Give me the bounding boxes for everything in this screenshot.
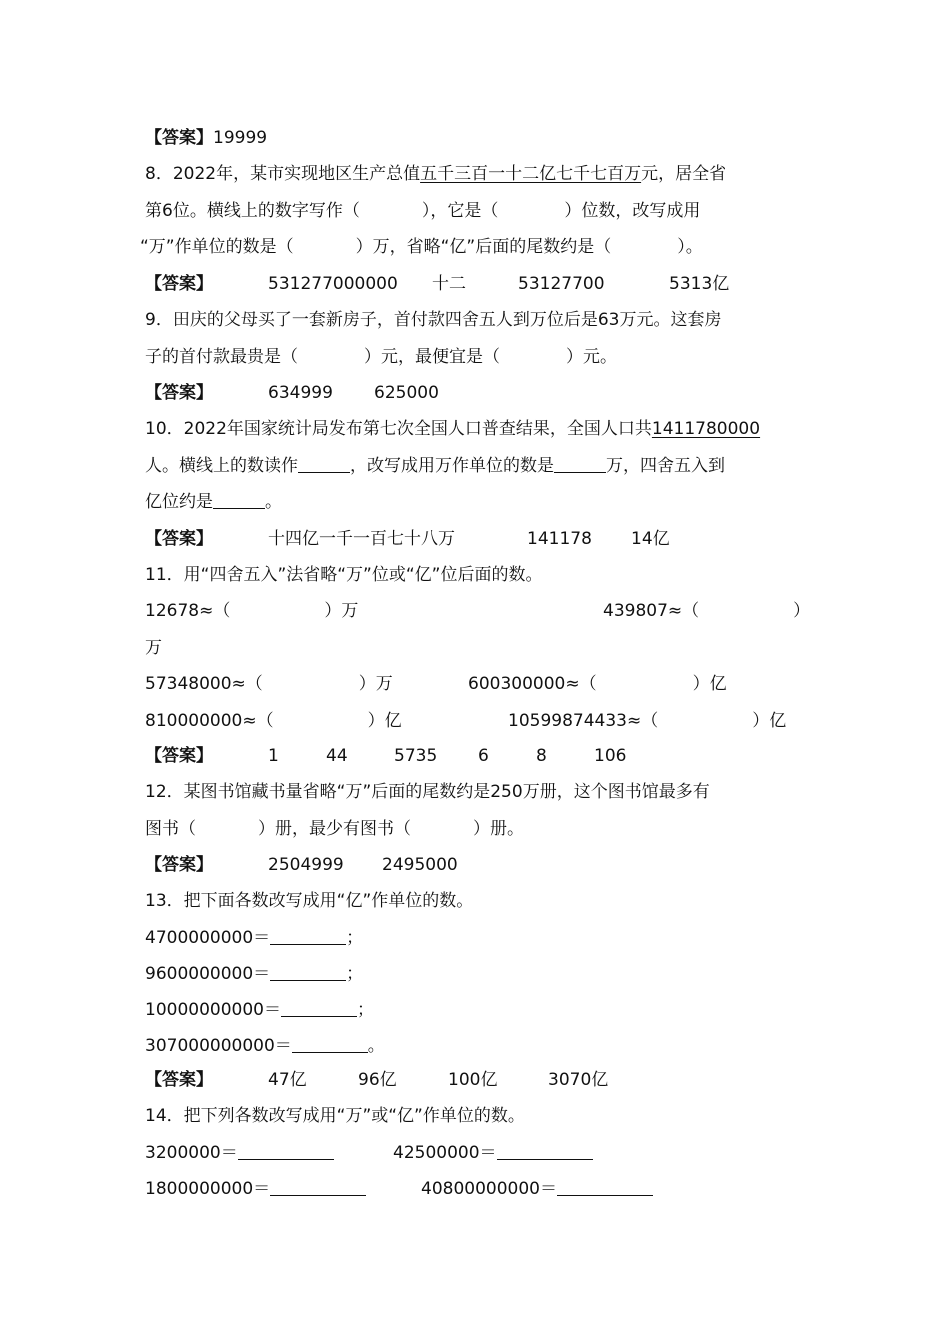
q13-row1: [145, 925, 363, 951]
q14-row2: [145, 1176, 557, 1202]
q13-text: 9600000000＝: [145, 964, 271, 984]
answer-value: 100亿: [448, 1070, 498, 1090]
q11-text: 12678≈（: [145, 601, 231, 621]
q14-text: 1800000000＝: [145, 1179, 271, 1199]
answer-tag: 【答案】: [145, 1070, 213, 1090]
q10-text: 。: [265, 492, 282, 512]
answer-value: 47亿: [268, 1070, 307, 1090]
q11-row2: 万: [145, 638, 162, 658]
q13-row2: [145, 961, 363, 987]
q11-text: ）万: [358, 674, 393, 694]
q9-text: 子的首付款最贵是（: [145, 347, 298, 367]
q8-text: ）。: [677, 237, 703, 257]
answer-value: 5313亿: [669, 274, 730, 294]
q9-line1: 9．田庆的父母买了一套新房子，首付款四舍五人到万位后是63万元。这套房: [145, 310, 722, 330]
q8-line1: [145, 161, 726, 187]
q11-text: ）亿: [752, 711, 787, 731]
q13-text: ；: [346, 928, 364, 948]
q10-text: 万，四舍五入到: [606, 456, 725, 476]
answer-value: 5735: [394, 746, 438, 766]
q13-text: 4700000000＝: [145, 928, 271, 948]
answer-value: 8: [536, 746, 547, 766]
q11-text: 439807≈（: [603, 601, 700, 621]
answer-13: [145, 1067, 609, 1093]
answer-value: 3070亿: [548, 1070, 609, 1090]
q13-title: 13．把下面各数改写成用“亿”作单位的数。: [145, 891, 474, 911]
q8-text: “万”作单位的数是（: [140, 237, 294, 257]
q13-blank-1[interactable]: [270, 928, 346, 945]
q14-blank-3[interactable]: [270, 1179, 366, 1196]
answer-9: [145, 380, 439, 406]
q11-text: ）万: [324, 601, 359, 621]
answer-tag: 【答案】: [145, 746, 213, 766]
q8-underlined-number: 五千三百一十二亿七千七百万: [420, 164, 642, 184]
q8-line3: [140, 234, 703, 260]
q13-text: ；: [356, 1000, 374, 1020]
q11-text: 600300000≈（: [468, 674, 597, 694]
q14-blank-1[interactable]: [238, 1143, 334, 1160]
q13-blank-2[interactable]: [270, 964, 346, 981]
answer-value: 2504999: [268, 855, 344, 875]
q8-text: ），它是（: [421, 201, 499, 221]
q8-text: 元，居全省: [641, 164, 727, 184]
q13-blank-3[interactable]: [281, 1000, 357, 1017]
answer-value: 53127700: [518, 274, 605, 294]
q13-text: 307000000000＝: [145, 1036, 292, 1056]
q9-line2: [145, 344, 617, 370]
q10-line2: [145, 453, 725, 479]
q8-text: ）万，省略“亿”后面的尾数约是（: [355, 237, 612, 257]
q10-text: 人。横线上的数读作: [145, 456, 298, 476]
q10-blank-3[interactable]: [213, 492, 265, 509]
q12-text: ）册，最少有图书（: [258, 819, 411, 839]
q14-blank-4[interactable]: [557, 1179, 653, 1196]
q8-text: 8．2022年，某市实现地区生产总值: [145, 164, 421, 184]
answer-12: [145, 852, 458, 878]
q11-text: ）亿: [692, 674, 727, 694]
q10-underlined-number: 1411780000: [651, 419, 761, 439]
answer-7: [145, 125, 267, 151]
q9-text: ）元。: [566, 347, 617, 367]
answer-value: 6: [478, 746, 489, 766]
answer-value: 1: [268, 746, 279, 766]
q8-text: 第6位。横线上的数字写作（: [145, 201, 360, 221]
q13-blank-4[interactable]: [292, 1036, 368, 1053]
q12-text: ）册。: [473, 819, 524, 839]
answer-tag: 【答案】: [145, 128, 213, 148]
q10-line3: [145, 489, 282, 515]
answer-value: 531277000000: [268, 274, 398, 294]
q14-text: 42500000＝: [393, 1143, 497, 1163]
q10-text: 亿位约是: [145, 492, 213, 512]
answer-value: 十四亿一千一百七十八万: [268, 529, 455, 549]
q13-row4: [145, 1033, 385, 1059]
answer-value: 19999: [213, 128, 268, 148]
answer-tag: 【答案】: [145, 383, 213, 403]
answer-value: 十二: [432, 274, 466, 294]
q14-row1: [145, 1140, 497, 1166]
answer-tag: 【答案】: [145, 855, 213, 875]
q10-text: ，改写成用万作单位的数是: [350, 456, 554, 476]
q13-text: 10000000000＝: [145, 1000, 281, 1020]
q12-text: 图书（: [145, 819, 196, 839]
q11-title: 11．用“四舍五入”法省略“万”位或“亿”位后面的数。: [145, 565, 543, 585]
q10-line1: [145, 416, 760, 442]
q11-text: 57348000≈（: [145, 674, 263, 694]
q10-blank-1[interactable]: [298, 456, 350, 473]
answer-value: 44: [326, 746, 348, 766]
answer-10: [145, 526, 670, 552]
answer-tag: 【答案】: [145, 274, 213, 294]
q11-text: 10599874433≈（: [508, 711, 659, 731]
q14-blank-2[interactable]: [497, 1143, 593, 1160]
q13-text: 。: [367, 1036, 385, 1056]
q13-row3: [145, 997, 374, 1023]
q12-line2: [145, 816, 524, 842]
q13-text: ；: [346, 964, 364, 984]
q11-text: ）: [793, 601, 811, 621]
q9-text: ）元，最便宜是（: [364, 347, 500, 367]
answer-value: 14亿: [631, 529, 670, 549]
q12-line1: 12．某图书馆藏书量省略“万”后面的尾数约是250万册，这个图书馆最多有: [145, 782, 710, 802]
answer-value: 625000: [374, 383, 439, 403]
q14-text: 40800000000＝: [421, 1179, 557, 1199]
answer-value: 106: [594, 746, 627, 766]
answer-value: 634999: [268, 383, 333, 403]
q11-text: ）亿: [367, 711, 402, 731]
answer-11: [145, 743, 627, 769]
q14-text: 3200000＝: [145, 1143, 238, 1163]
q11-row1: [145, 598, 811, 624]
answer-value: 2495000: [382, 855, 458, 875]
answer-value: 96亿: [358, 1070, 397, 1090]
answer-tag: 【答案】: [145, 529, 213, 549]
answer-8: [145, 271, 730, 297]
q8-text: ）位数，改写成用: [564, 201, 701, 221]
q11-text: 810000000≈（: [145, 711, 274, 731]
q11-row3: [145, 671, 727, 697]
q8-line2: [145, 198, 700, 224]
q10-blank-2[interactable]: [554, 456, 606, 473]
answer-value: 141178: [527, 529, 592, 549]
q14-title: 14．把下列各数改写成用“万”或“亿”作单位的数。: [145, 1106, 525, 1126]
q10-text: 10．2022年国家统计局发布第七次全国人口普查结果，全国人口共: [145, 419, 652, 439]
q11-row4: [145, 708, 787, 734]
